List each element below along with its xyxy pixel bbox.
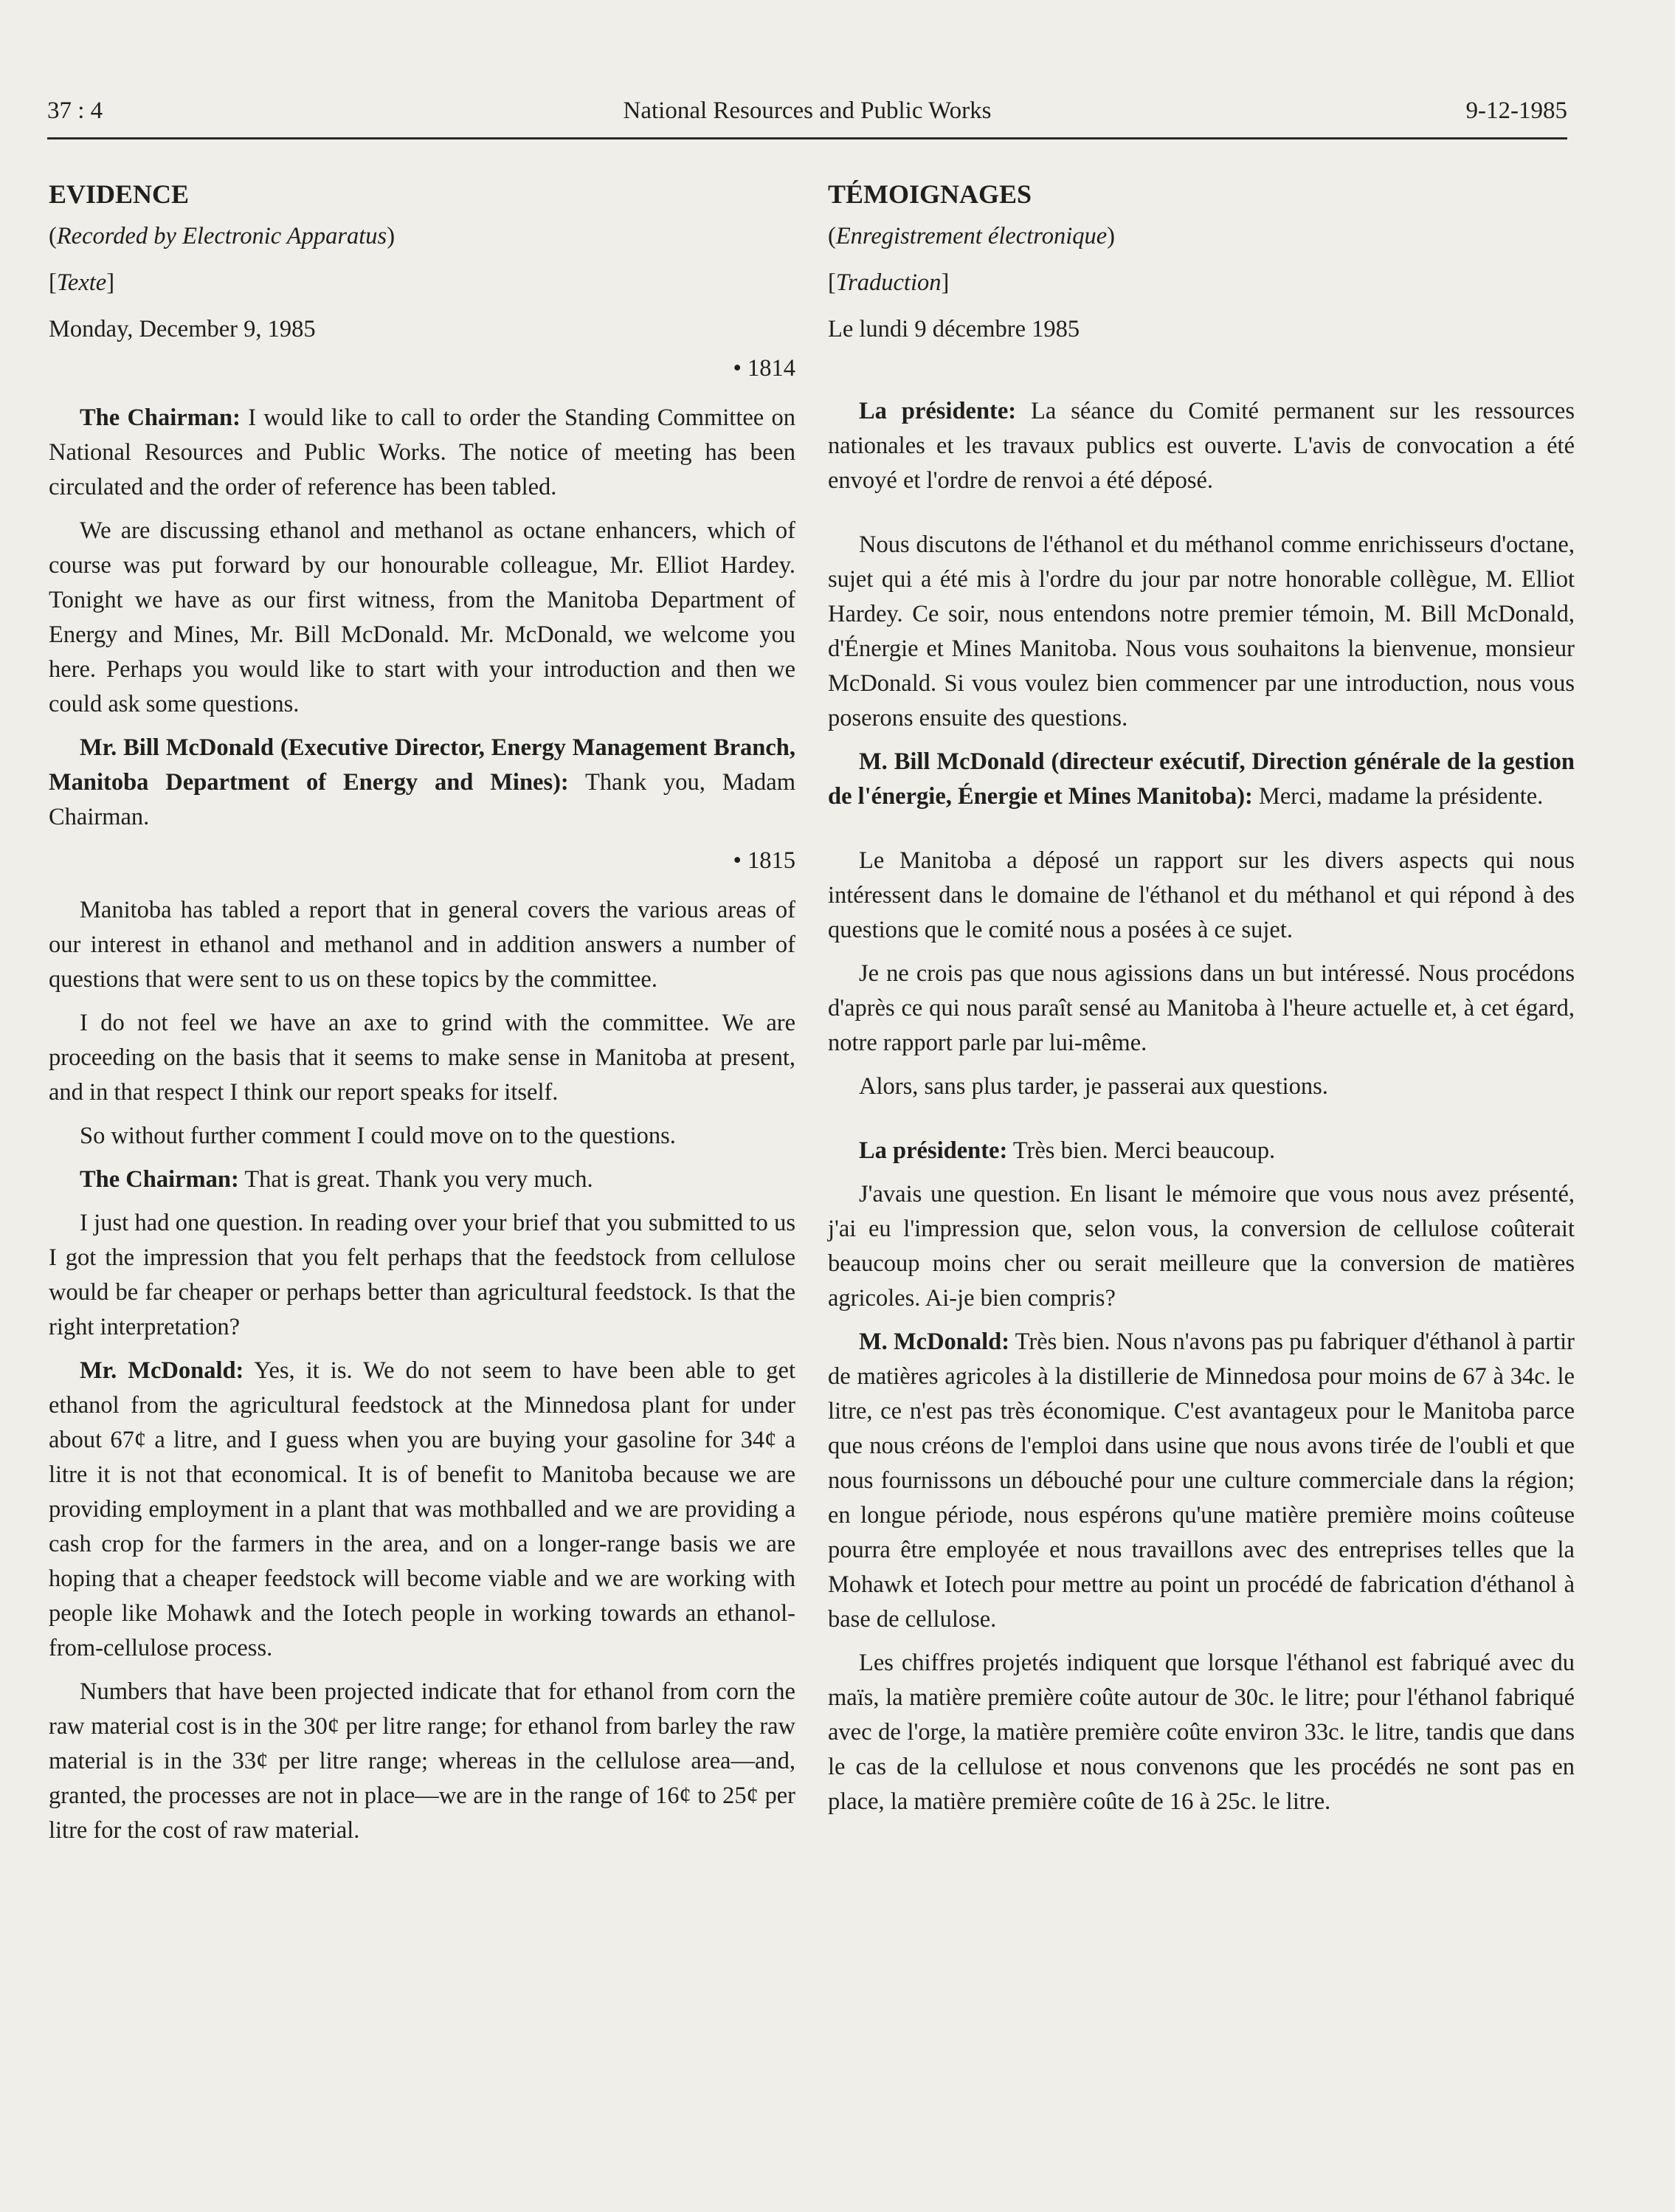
- header-date: 9-12-1985: [1465, 97, 1567, 124]
- running-title: National Resources and Public Works: [623, 97, 992, 124]
- speaker-name: The Chairman:: [80, 404, 241, 431]
- speaker-name: La présidente:: [859, 398, 1017, 424]
- french-column: [828, 177, 1575, 1828]
- paragraph: I do not feel we have an axe to grind with the committee. We are proceeding on the basis that it seems to make sense in Manitoba at present, and in that respect I think our report speaks for itself.: [49, 1010, 795, 1106]
- paragraph: Manitoba has tabled a report that in general covers the various areas of our interest in ethanol and methanol and in addition answers a number of questions that were sent to us on these topics by the committee.: [49, 897, 795, 993]
- paragraph: J'avais une question. En lisant le mémoire que vous nous avez présenté, j'ai eu l'impression que, selon vous, la conversion de cellulose coûterait beaucoup moins cher ou serait meilleure que la conversion de matières agricoles. Ai-je bien compris?: [828, 1181, 1575, 1312]
- paragraph: Je ne crois pas que nous agissions dans un but intéressé. Nous procédons d'après ce qui nous paraît sensé au Manitoba à l'heure actuelle et, à cet égard, notre rapport parle par lui-même.: [828, 960, 1575, 1056]
- paragraph: M. Bill McDonald (directeur exécutif, Direction générale de la gestion de l'énergie, Énergie et Mines Manitoba): Merci, madame la présidente.: [828, 748, 1575, 810]
- english-column: [49, 177, 795, 1857]
- speaker-name: M. Bill McDonald (directeur exécutif, Direction générale de la gestion de l'énergie, Énergie et Mines Manitoba):: [828, 748, 1575, 810]
- paragraph: Mr. Bill McDonald (Executive Director, Energy Management Branch, Manitoba Department of Energy and Mines): Thank you, Madam Chairman.: [49, 734, 795, 830]
- time-stamp: • 1815: [733, 847, 795, 874]
- meeting-date: Monday, December 9, 1985: [49, 316, 316, 342]
- paragraph: Alors, sans plus tarder, je passerai aux questions.: [859, 1073, 1328, 1100]
- section-heading: EVIDENCE: [49, 179, 190, 209]
- paragraph: La présidente: Très bien. Merci beaucoup.: [859, 1137, 1276, 1164]
- page-header: [47, 94, 1567, 139]
- section-heading: TÉMOIGNAGES: [828, 179, 1032, 209]
- time-stamp: • 1814: [733, 355, 795, 382]
- paragraph: Les chiffres projetés indiquent que lorsque l'éthanol est fabriqué avec du maïs, la matière première coûte autour de 30c. le litre; pour l'éthanol fabriqué avec de l'orge, la matière première coûte environ 33c. le litre, tandis que dans le cas de la cellulose et nous convenons que les procédés ne sont pas en place, la matière première coûte de 16 à 25c. le litre.: [828, 1650, 1575, 1815]
- paragraph: Nous discutons de l'éthanol et du méthanol comme enrichisseurs d'octane, sujet qui a été mis à l'ordre du jour par notre honorable collègue, M. Elliot Hardey. Ce soir, nous entendons notre premier témoin, M. Bill McDonald, d'Énergie et Mines Manitoba. Nous vous souhaitons la bienvenue, monsieur McDonald. Si vous voulez bien commencer par une introduction, nous vous poserons ensuite des questions.: [828, 531, 1575, 731]
- paragraph: Le Manitoba a déposé un rapport sur les divers aspects qui nous intéressent dans le domaine de l'éthanol et du méthanol et qui répond à des questions que le comité nous a posées à ce sujet.: [828, 847, 1575, 943]
- speaker-name: Mr. McDonald:: [80, 1357, 244, 1384]
- text-note: [Texte]: [49, 269, 115, 296]
- paragraph: The Chairman: That is great. Thank you very much.: [80, 1166, 593, 1193]
- paragraph: So without further comment I could move on to the questions.: [80, 1123, 676, 1149]
- paragraph: The Chairman: I would like to call to order the Standing Committee on National Resources and Public Works. The notice of meeting has been circulated and the order of reference has been tabled.: [49, 404, 795, 500]
- paragraph: Mr. McDonald: Yes, it is. We do not seem to have been able to get ethanol from the agricultural feedstock at the Minnedosa plant for under about 67¢ a litre, and I guess when you are buying your gasoline for 34¢ a litre it is not that economical. It is of benefit to Manitoba because we are providing employment in a plant that was mothballed and we are providing a cash crop for the farmers in the area, and on a longer-range basis we are hoping that a cheaper feedstock will become viable and we are working with people like Mohawk and the Iotech people in working towards an ethanol-from-cellulose process.: [49, 1357, 795, 1661]
- paragraph: I just had one question. In reading over your brief that you submitted to us I got the impression that you felt perhaps that the feedstock from cellulose would be far cheaper or perhaps better than agricultural feedstock. Is that the right interpretation?: [49, 1210, 795, 1340]
- speaker-name: The Chairman:: [80, 1166, 239, 1193]
- paragraph: La présidente: La séance du Comité permanent sur les ressources nationales et les travaux publics est ouverte. L'avis de convocation a été envoyé et l'ordre de renvoi a été déposé.: [828, 398, 1575, 494]
- paragraph: Numbers that have been projected indicate that for ethanol from corn the raw material cost is in the 30¢ per litre range; for ethanol from barley the raw material is in the 33¢ per litre range; whereas in the cellulose area—and, granted, the processes are not in place—we are in the range of 16¢ to 25¢ per litre for the cost of raw material.: [49, 1678, 795, 1844]
- speaker-name: M. McDonald:: [859, 1329, 1010, 1355]
- text-note: [Traduction]: [828, 269, 950, 296]
- speaker-name: Mr. Bill McDonald (Executive Director, Energy Management Branch, Manitoba Department of Energy and Mines):: [49, 734, 795, 796]
- speaker-name: La présidente:: [859, 1137, 1008, 1164]
- page-number: 37 : 4: [47, 97, 103, 124]
- paragraph: M. McDonald: Très bien. Nous n'avons pas pu fabriquer d'éthanol à partir de matières agricoles à la distillerie de Minnedosa pour moins de 67 à 34c. le litre, ce n'est pas très économique. C'est avantageux pour le Manitoba parce que nous créons de l'emploi dans usine que nous avons tirée de l'oubli et que nous fournissons un débouché pour une culture commerciale dans la région; en longue période, nous espérons qu'une matière première moins coûteuse pourra être employée et nous travaillons avec des entreprises telles que la Mohawk et Iotech pour mettre au point un procédé de fabrication d'éthanol à base de cellulose.: [828, 1329, 1575, 1633]
- paragraph: We are discussing ethanol and methanol as octane enhancers, which of course was put forward by our honourable colleague, Mr. Elliot Hardey. Tonight we have as our first witness, from the Manitoba Department of Energy and Mines, Mr. Bill McDonald. Mr. McDonald, we welcome you here. Perhaps you would like to start with your introduction and then we could ask some questions.: [49, 517, 795, 717]
- recording-note: (Recorded by Electronic Apparatus): [49, 223, 396, 249]
- meeting-date: Le lundi 9 décembre 1985: [828, 316, 1080, 342]
- recording-note: (Enregistrement électronique): [828, 223, 1115, 249]
